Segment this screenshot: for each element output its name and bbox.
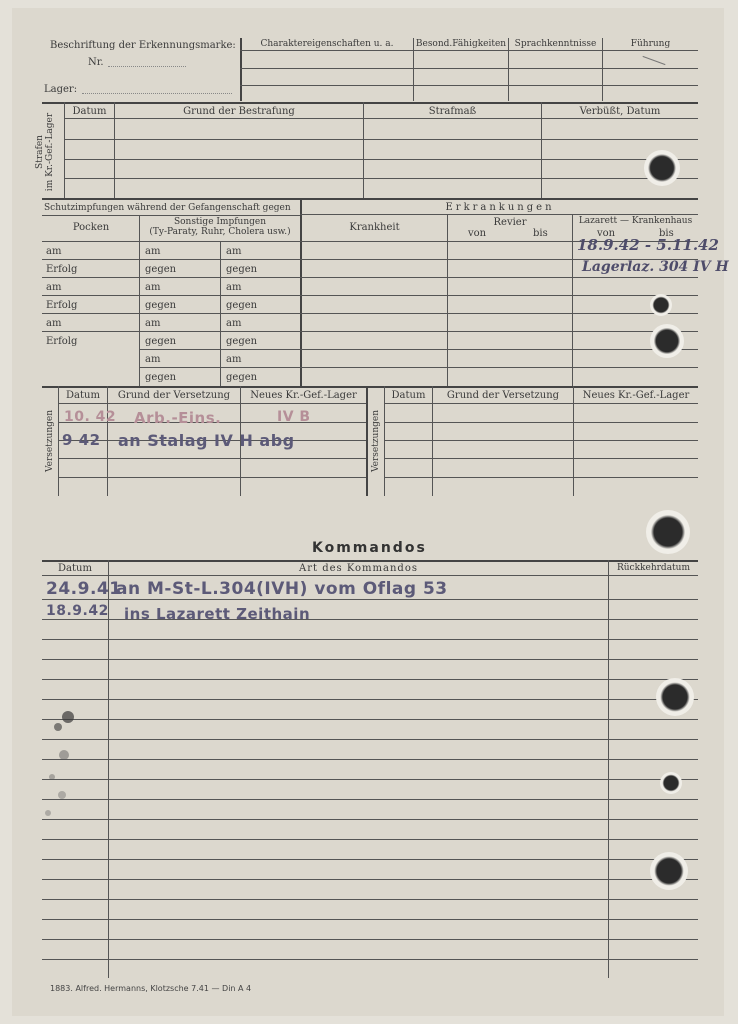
strafen-side-label-2: im Kr.-Gef.-Lager: [45, 112, 55, 192]
nr-field: [108, 66, 186, 67]
pocken-am-2: am: [46, 282, 62, 293]
faehigkeiten-header: Besond.Fähigkeiten: [415, 39, 507, 49]
sonstige-am-b3: am: [226, 318, 242, 329]
sonstige-gegen-b3: gegen: [226, 336, 258, 347]
punch-hole: [644, 150, 680, 186]
strafen-grund-header: Grund der Bestrafung: [183, 106, 295, 117]
sonstige-gegen-a2: gegen: [145, 300, 177, 311]
ruled-line: [42, 899, 698, 900]
divider: [42, 560, 698, 562]
sonstige-header: [140, 217, 300, 237]
sonstige-am-b2: am: [226, 282, 242, 293]
ruled-line: [42, 719, 698, 720]
divider: [58, 458, 366, 459]
lazarett-von: von: [597, 228, 616, 239]
lager-field: [82, 93, 232, 94]
strafmass-header: Strafmaß: [428, 106, 477, 117]
ruled-line: [42, 679, 698, 680]
divider: [447, 214, 448, 386]
lazarett-header: Lazarett — Krankenhaus: [578, 216, 693, 226]
sonstige-am-b4: am: [226, 354, 242, 365]
pocken-am-3: am: [46, 318, 62, 329]
ruled-line: [42, 879, 698, 880]
ruled-line: [42, 839, 698, 840]
divider: [42, 198, 698, 200]
sonstige-am-a1: am: [145, 246, 161, 257]
erkrankungen-title: Erkrankungen: [445, 202, 555, 213]
divider: [42, 313, 698, 314]
divider: [65, 139, 698, 140]
ruled-line: [42, 819, 698, 820]
fuehrung-header: Führung: [630, 39, 671, 49]
erkennungsmarke-label: Beschriftung der Erkennungsmarke:: [50, 40, 236, 51]
ruled-line: [42, 599, 698, 600]
sonstige-am-a4: am: [145, 354, 161, 365]
ruled-line: [42, 779, 698, 780]
punch-hole: [650, 852, 688, 890]
kommando-datum-header: Datum: [58, 563, 92, 574]
divider: [139, 367, 698, 368]
kommando-row1-text-stamp: an M-St-L.304(IVH) vom Oflag 53: [116, 579, 448, 599]
divider: [240, 68, 698, 69]
divider: [108, 560, 109, 978]
versetzungen-side-label-right: Versetzungen: [371, 409, 381, 473]
divider: [42, 295, 698, 296]
punch-hole: [650, 324, 684, 358]
sonstige-am-a2: am: [145, 282, 161, 293]
divider: [240, 85, 698, 86]
punch-hole: [646, 510, 690, 554]
ruled-line: [42, 759, 698, 760]
strafen-datum-header: Datum: [72, 106, 107, 117]
lazarett-place-handwritten: Lagerlaz. 304 IV H: [582, 259, 729, 275]
divider: [432, 386, 433, 496]
strafen-side-label: [35, 105, 55, 199]
divider: [42, 386, 698, 388]
sonstige-header-1: Sonstige Impfungen: [173, 217, 267, 227]
divider: [42, 575, 698, 576]
kommando-row2-date-stamp: 18.9.42: [46, 603, 109, 619]
versetzung-row1-reason-stamp: Arb.-Eins.: [134, 409, 222, 427]
charakter-header: Charaktereigenschaften u. a.: [260, 39, 394, 49]
printer-footer: 1883. Alfred. Hermanns, Klotzsche 7.41 — Din A 4: [50, 984, 252, 993]
lazarett-bis: bis: [659, 228, 674, 239]
versetzung-row2-date-stamp: 9 42: [62, 431, 101, 449]
rueckkehr-header: Rückkehrdatum: [616, 563, 691, 573]
divider: [65, 159, 698, 160]
kommandos-title: Kommandos: [312, 540, 427, 556]
pocken-header: Pocken: [72, 222, 110, 233]
strafen-side-label-1: Strafen: [35, 135, 45, 169]
impfungen-title: Schutzimpfungen während der Gefangenschaft gegen: [44, 203, 291, 213]
divider: [42, 277, 698, 278]
divider: [573, 386, 574, 496]
versetzung-grund-header-right: Grund der Versetzung: [446, 390, 560, 401]
revier-von: von: [468, 228, 487, 239]
divider: [366, 386, 368, 496]
ruled-line: [42, 799, 698, 800]
divider: [65, 178, 698, 179]
divider: [300, 214, 698, 215]
divider: [58, 386, 59, 496]
sonstige-header-2: (Ty-Paraty, Ruhr, Cholera usw.): [149, 227, 291, 237]
revier-header: Revier: [493, 217, 527, 228]
divider: [42, 331, 698, 332]
sonstige-gegen-b2: gegen: [226, 300, 258, 311]
pocken-erfolg-2: Erfolg: [46, 300, 78, 311]
versetzung-datum-header-left: Datum: [66, 390, 100, 401]
sonstige-gegen-a1: gegen: [145, 264, 177, 275]
versetzung-row1-lager-stamp: IV B: [277, 409, 311, 425]
sonstige-gegen-a4: gegen: [145, 372, 177, 383]
krankheit-header: Krankheit: [349, 222, 400, 233]
punch-hole: [660, 772, 682, 794]
lager-label: Lager:: [44, 84, 78, 95]
nr-label: Nr.: [88, 57, 104, 68]
pocken-erfolg-3: Erfolg: [46, 336, 78, 347]
ruled-line: [42, 859, 698, 860]
ink-smudge-graphic: [38, 705, 84, 825]
kommando-row1-date-stamp: 24.9.41: [46, 579, 122, 599]
kommando-row2-text-stamp: ins Lazarett Zeithain: [124, 605, 311, 623]
divider: [58, 477, 366, 478]
divider: [608, 560, 609, 978]
ruled-line: [42, 639, 698, 640]
pocken-erfolg-1: Erfolg: [46, 264, 78, 275]
ruled-line: [42, 919, 698, 920]
ruled-line: [42, 659, 698, 660]
divider: [572, 214, 573, 386]
divider: [384, 386, 385, 496]
versetzung-row2-reason-stamp: an Stalag IV H abg: [118, 431, 295, 450]
punch-hole: [656, 678, 694, 716]
punch-hole: [650, 294, 672, 316]
sonstige-gegen-b4: gegen: [226, 372, 258, 383]
sonstige-gegen-a3: gegen: [145, 336, 177, 347]
divider: [42, 102, 698, 104]
sprachen-header: Sprachkenntnisse: [514, 39, 597, 49]
divider: [65, 118, 698, 119]
divider: [42, 215, 300, 216]
divider: [139, 349, 698, 350]
ruled-line: [42, 959, 698, 960]
divider: [240, 50, 698, 51]
ruled-line: [42, 739, 698, 740]
divider: [58, 403, 366, 404]
lazarett-dates-handwritten: 18.9.42 - 5.11.42: [577, 236, 719, 254]
sonstige-am-a3: am: [145, 318, 161, 329]
sonstige-am-b1: am: [226, 246, 242, 257]
versetzung-datum-header-right: Datum: [391, 390, 426, 401]
versetzung-row1-date-stamp: 10. 42: [64, 409, 117, 425]
versetzungen-side-label-left: Versetzungen: [45, 409, 55, 473]
sonstige-gegen-b1: gegen: [226, 264, 258, 275]
versetzung-lager-header-right: Neues Kr.-Gef.-Lager: [582, 390, 690, 401]
pocken-am-1: am: [46, 246, 62, 257]
ruled-line: [42, 939, 698, 940]
ink-smudge: [38, 705, 84, 825]
versetzung-lager-header-left: Neues Kr.-Gef.-Lager: [250, 390, 357, 401]
ruled-line: [42, 699, 698, 700]
verbuesst-header: Verbüßt, Datum: [579, 106, 661, 117]
divider: [107, 386, 108, 496]
revier-bis: bis: [533, 228, 548, 239]
versetzung-grund-header-left: Grund der Versetzung: [117, 390, 231, 401]
kommando-art-header: Art des Kommandos: [299, 563, 418, 574]
